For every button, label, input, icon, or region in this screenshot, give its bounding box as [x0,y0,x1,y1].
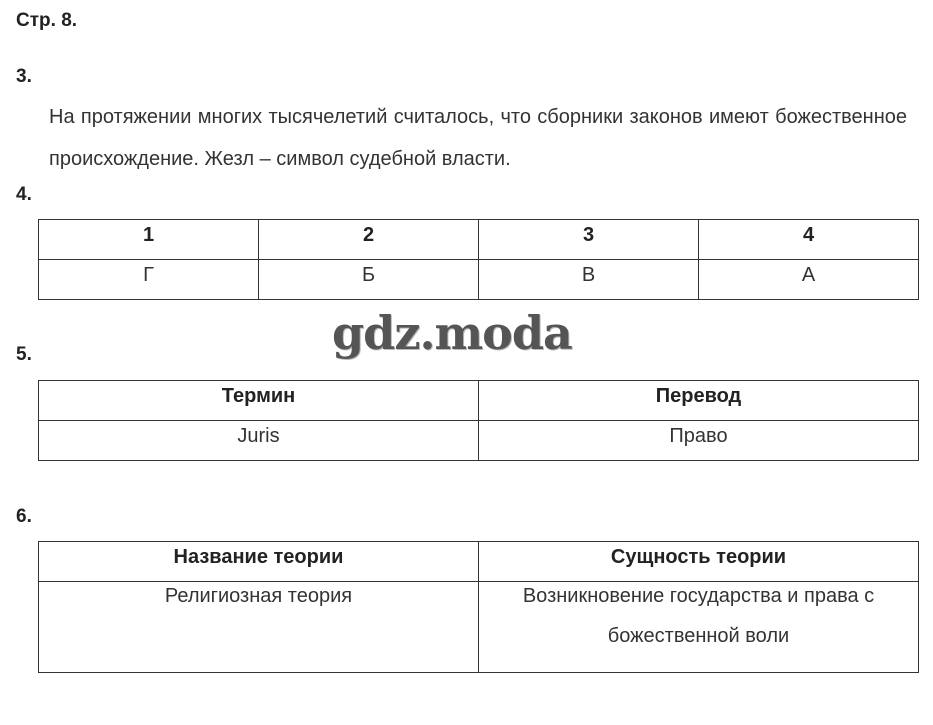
table-cell: Juris [39,421,479,461]
table-cell: А [699,260,919,300]
page-title: Стр. 8. [16,10,78,31]
table-cell: Право [479,421,919,461]
question-4-number: 4. [16,184,32,205]
table-header-cell: 3 [479,220,699,260]
question-5-table [38,380,919,461]
table-cell [39,582,479,673]
question-3-number: 3. [16,66,32,87]
table-cell: Б [259,260,479,300]
watermark-logo: gdz.moda [332,306,572,360]
table-cell: В [479,260,699,300]
table-row [39,260,919,300]
table-header-row [39,381,919,421]
theory-name: Религиозная теория [164,585,353,607]
theory-essence: Возникновение государства и права с божественной воли [522,585,875,647]
question-6-number: 6. [16,506,32,527]
table-header-cell: Сущность теории [479,542,919,582]
table-header-row [39,220,919,260]
question-3-answer: На протяжении многих тысячелетий считалось, что сборники законов имеют божественное происхождение. Жезл – символ судебной власти. [49,106,907,170]
question-5-number: 5. [16,344,32,365]
question-6-table [38,541,919,673]
table-header-cell: 1 [39,220,259,260]
table-header-cell: Перевод [479,381,919,421]
table-cell: Г [39,260,259,300]
table-header-cell: 2 [259,220,479,260]
table-row [39,582,919,673]
table-header-cell: 4 [699,220,919,260]
table-row [39,421,919,461]
table-header-cell: Термин [39,381,479,421]
table-cell [479,582,919,673]
question-4-table [38,219,919,300]
table-header-cell: Название теории [39,542,479,582]
